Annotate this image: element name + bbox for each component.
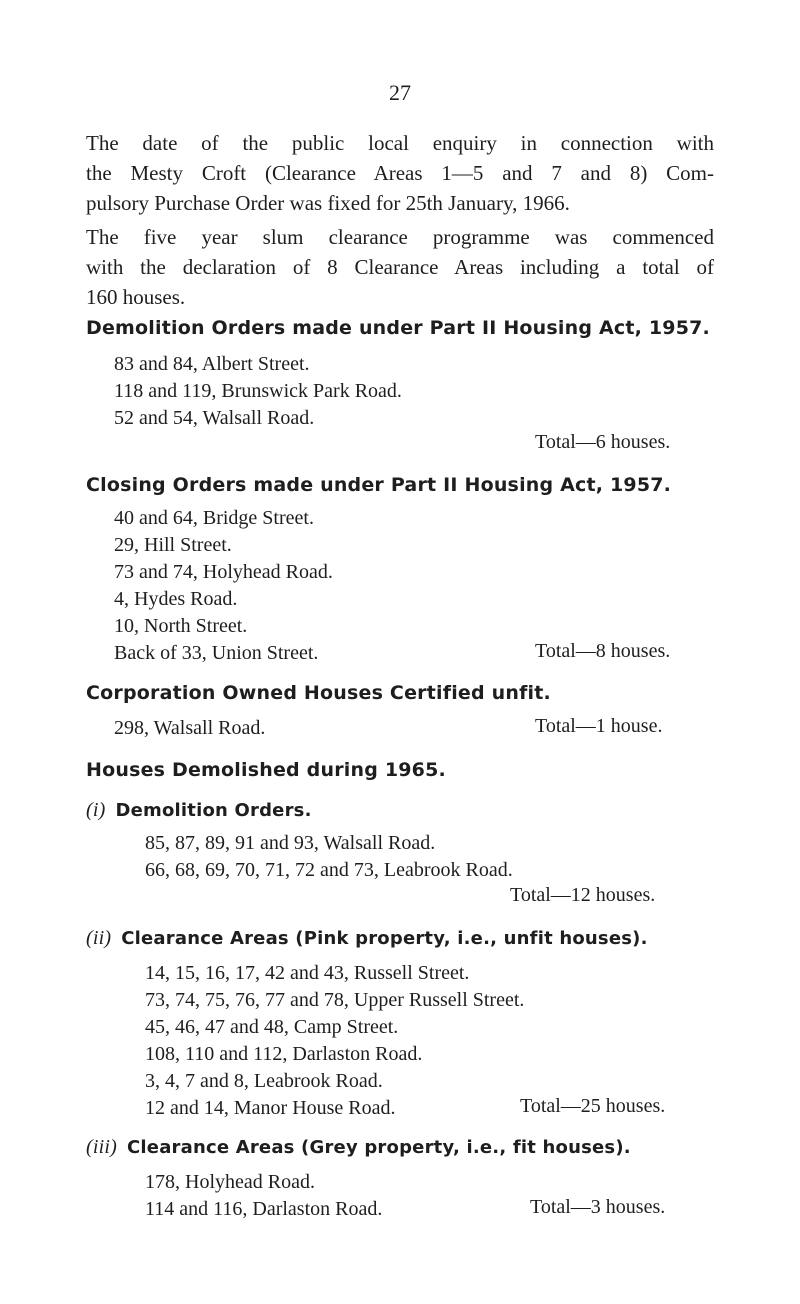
section-heading-closing-orders: Closing Orders made under Part II Housing Act, 1957. bbox=[86, 474, 672, 496]
list-item: 108, 110 and 112, Darlaston Road. bbox=[145, 1043, 423, 1065]
paragraph-line: 160 houses. bbox=[86, 285, 186, 309]
paragraph-programme bbox=[86, 222, 714, 312]
list-item: 3, 4, 7 and 8, Leabrook Road. bbox=[145, 1070, 383, 1092]
paragraph-enquiry bbox=[86, 128, 714, 218]
list-item: 40 and 64, Bridge Street. bbox=[114, 507, 314, 529]
list-item: Back of 33, Union Street. bbox=[114, 642, 319, 664]
demolished-orders-total: Total—12 houses. bbox=[510, 884, 656, 906]
corporation-houses-total: Total—1 house. bbox=[535, 715, 663, 737]
subsection-title: Demolition Orders. bbox=[115, 800, 312, 821]
pink-property-list bbox=[145, 960, 524, 1122]
subsection-title: Clearance Areas (Grey property, i.e., fit houses). bbox=[127, 1137, 631, 1158]
subsection-heading-demolition-orders bbox=[86, 799, 312, 822]
list-item: 73, 74, 75, 76, 77 and 78, Upper Russell Street. bbox=[145, 989, 525, 1011]
demolished-orders-list bbox=[145, 830, 513, 884]
list-item: 114 and 116, Darlaston Road. bbox=[145, 1198, 383, 1220]
list-item: 73 and 74, Holyhead Road. bbox=[114, 561, 333, 583]
corporation-houses-list bbox=[114, 715, 265, 742]
subsection-number: (iii) bbox=[86, 1136, 117, 1158]
subsection-heading-pink-property bbox=[86, 927, 648, 950]
list-item: 83 and 84, Albert Street. bbox=[114, 353, 310, 375]
list-item: 4, Hydes Road. bbox=[114, 588, 238, 610]
page-number: 27 bbox=[389, 80, 411, 105]
pink-property-total: Total—25 houses. bbox=[520, 1095, 666, 1117]
subsection-number: (ii) bbox=[86, 927, 112, 949]
demolition-orders-list bbox=[114, 351, 402, 432]
paragraph-line: pulsory Purchase Order was fixed for 25th January, 1966. bbox=[86, 191, 570, 215]
grey-property-list bbox=[145, 1169, 382, 1223]
paragraph-line: The five year slum clearance programme was commenced bbox=[86, 225, 714, 249]
list-item: 118 and 119, Brunswick Park Road. bbox=[114, 380, 402, 402]
list-item: 12 and 14, Manor House Road. bbox=[145, 1097, 396, 1119]
list-item: 45, 46, 47 and 48, Camp Street. bbox=[145, 1016, 399, 1038]
list-item: 10, North Street. bbox=[114, 615, 248, 637]
list-item: 178, Holyhead Road. bbox=[145, 1171, 315, 1193]
section-heading-demolition-orders: Demolition Orders made under Part II Housing Act, 1957. bbox=[86, 317, 710, 339]
closing-orders-total: Total—8 houses. bbox=[535, 640, 671, 662]
list-item: 29, Hill Street. bbox=[114, 534, 232, 556]
paragraph-line: the Mesty Croft (Clearance Areas 1—5 and 7 and 8) Com- bbox=[86, 161, 714, 185]
closing-orders-list bbox=[114, 505, 333, 667]
list-item: 52 and 54, Walsall Road. bbox=[114, 407, 315, 429]
subsection-title: Clearance Areas (Pink property, i.e., unfit houses). bbox=[121, 928, 648, 949]
list-item: 298, Walsall Road. bbox=[114, 717, 266, 739]
paragraph-line: The date of the public local enquiry in connection with bbox=[86, 131, 714, 155]
section-heading-corporation-houses: Corporation Owned Houses Certified unfit. bbox=[86, 682, 551, 704]
list-item: 66, 68, 69, 70, 71, 72 and 73, Leabrook Road. bbox=[145, 859, 513, 881]
paragraph-line: with the declaration of 8 Clearance Areas including a total of bbox=[86, 255, 714, 279]
list-item: 85, 87, 89, 91 and 93, Walsall Road. bbox=[145, 832, 436, 854]
subsection-heading-grey-property bbox=[86, 1136, 631, 1159]
demolition-orders-total: Total—6 houses. bbox=[535, 431, 671, 453]
subsection-number: (i) bbox=[86, 799, 106, 821]
section-heading-demolished-1965: Houses Demolished during 1965. bbox=[86, 759, 446, 781]
grey-property-total: Total—3 houses. bbox=[530, 1196, 666, 1218]
list-item: 14, 15, 16, 17, 42 and 43, Russell Street. bbox=[145, 962, 470, 984]
